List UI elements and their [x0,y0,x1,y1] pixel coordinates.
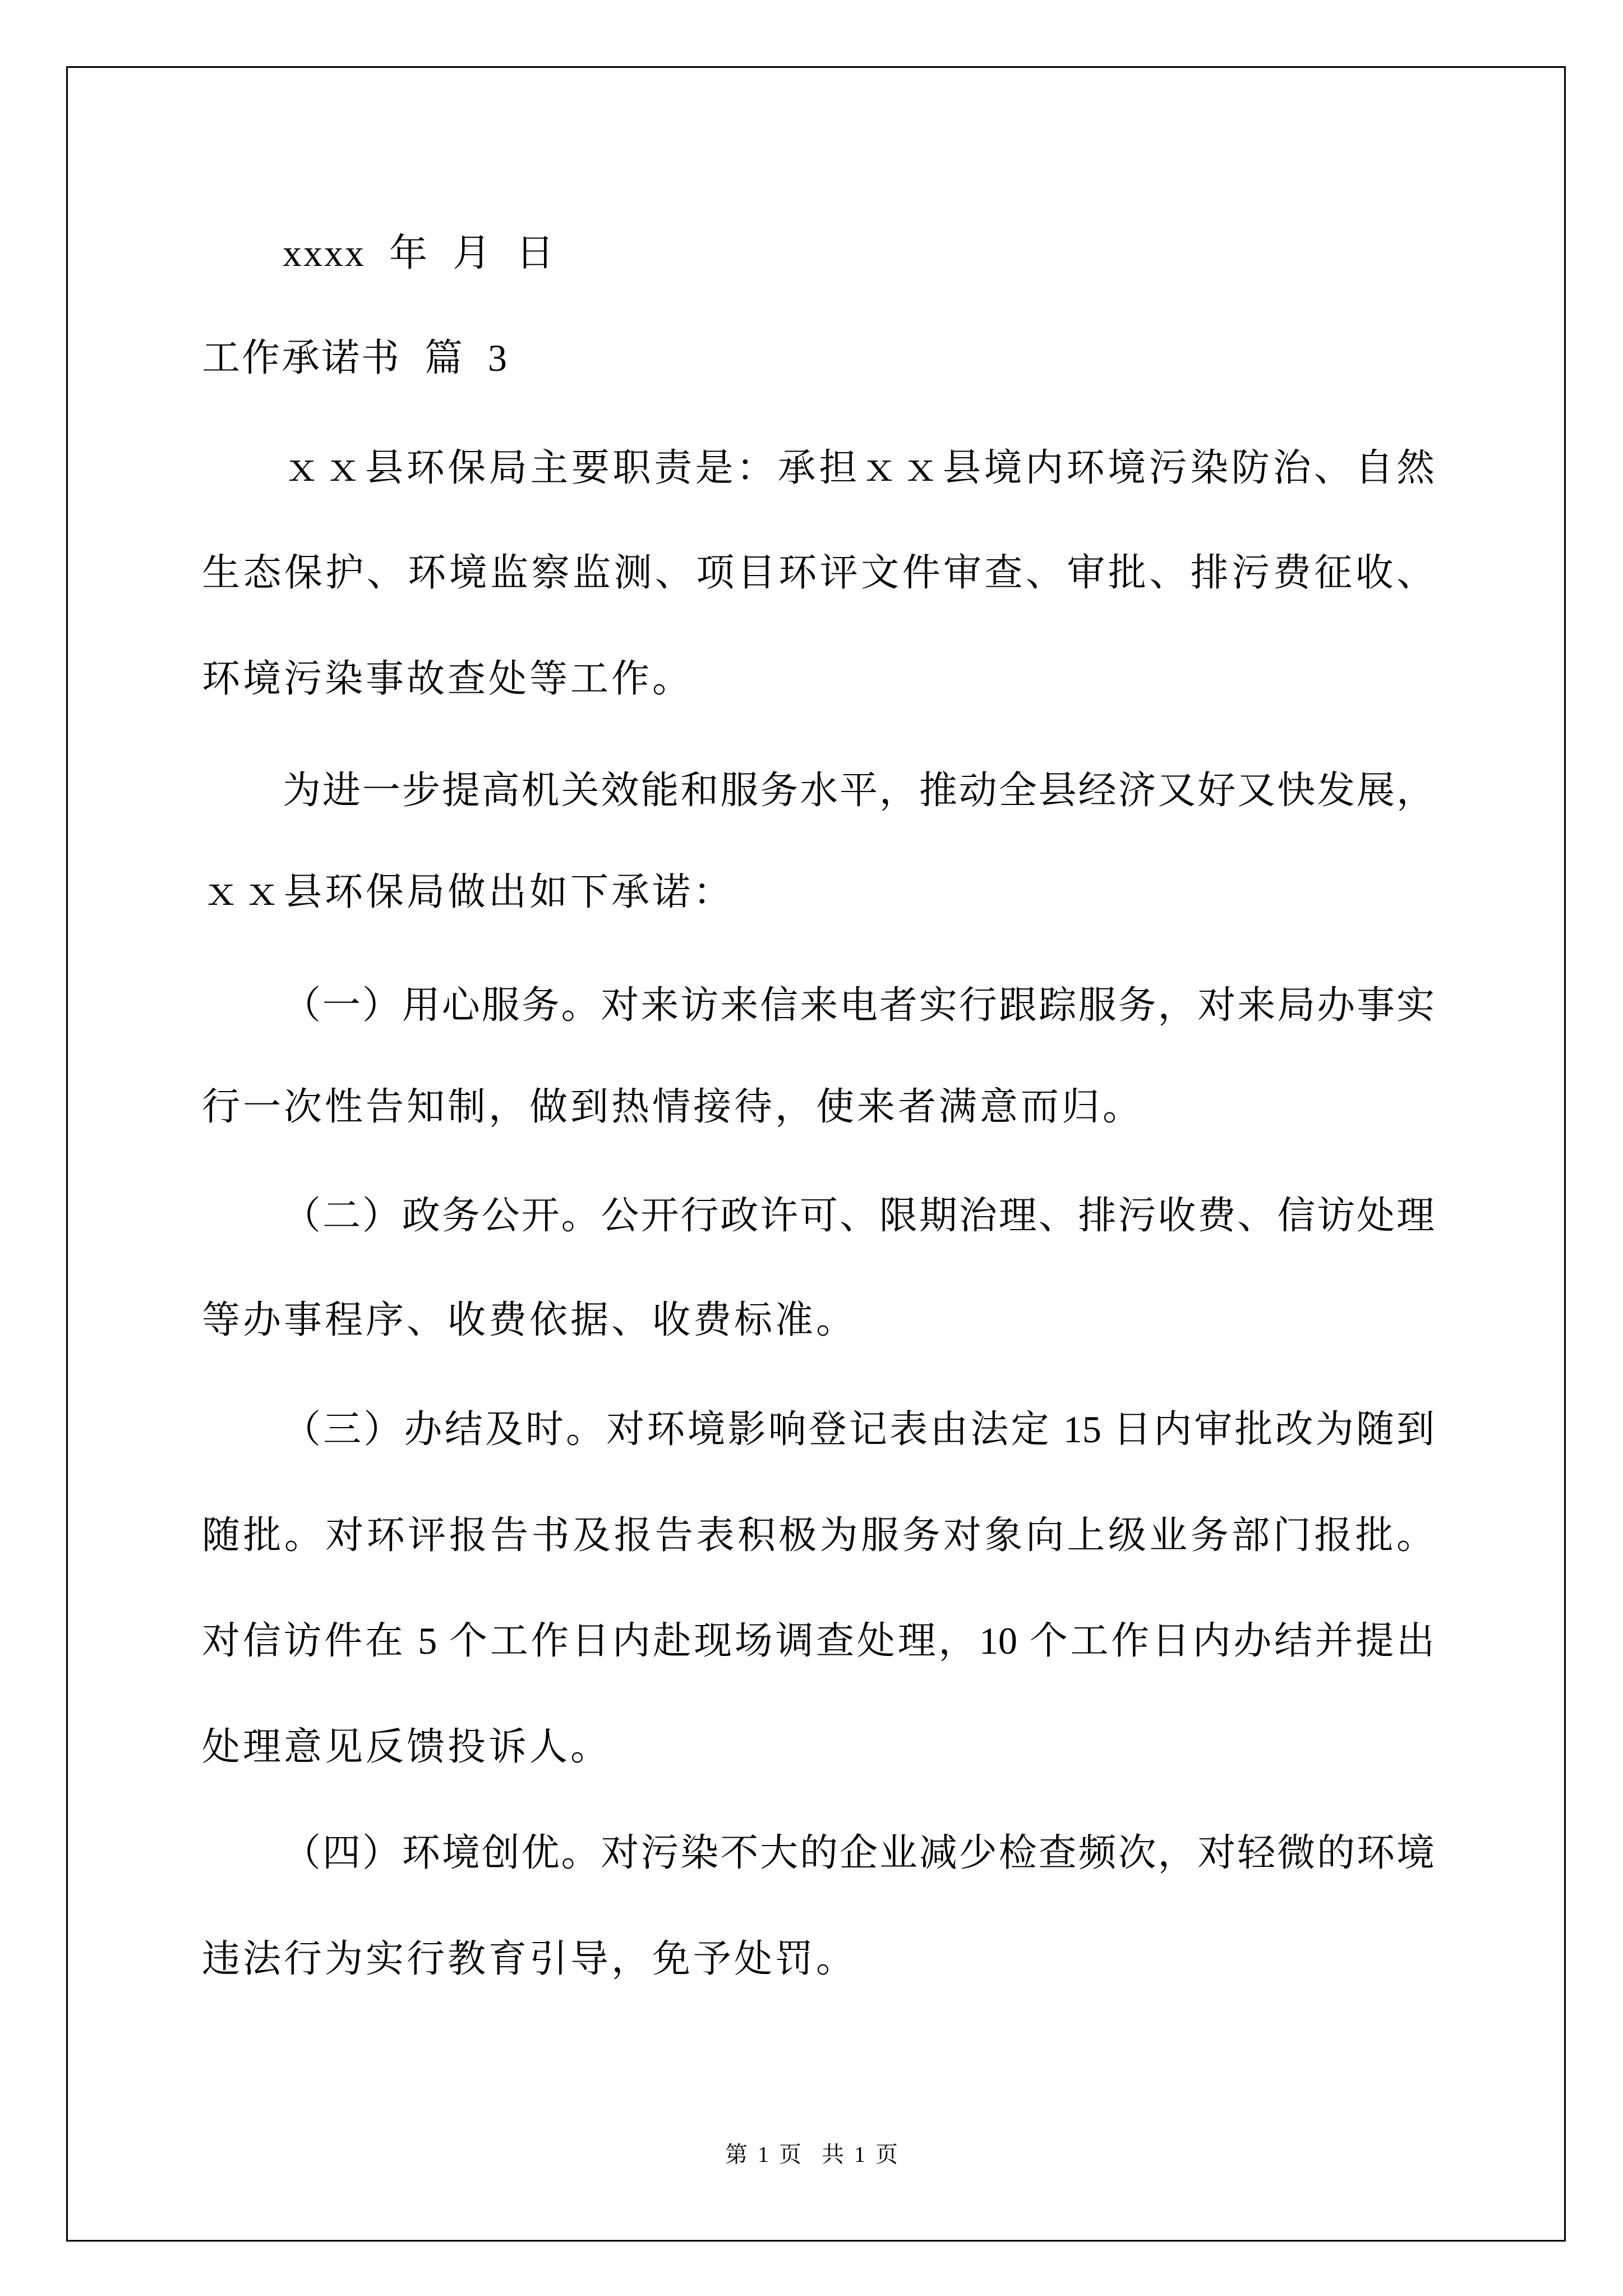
section-title: 工作承诺书 篇 3 [202,337,509,379]
paragraph-line: 随批。对环评报告书及报告表积极为服务对象向上级业务部门报批。 [202,1514,1435,1557]
page-number-footer: 第 1 页 共 1 页 [725,2142,898,2167]
paragraph-line: 行一次性告知制，做到热情接待，使来者满意而归。 [202,1085,1144,1128]
paragraph-line: 对信访件在 5 个工作日内赴现场调查处理，10 个工作日内办结并提出 [202,1619,1435,1662]
date-line: xxxx 年 月 日 [283,232,556,274]
paragraph-line: 生态保护、环境监察监测、项目环评文件审查、审批、排污费征收、 [202,551,1435,594]
paragraph-line: 处理意见反馈投诉人。 [202,1726,612,1768]
paragraph-line: 违法行为实行教育引导，免予处罚。 [202,1938,857,1980]
paragraph-line: （二）政务公开。公开行政许可、限期治理、排污收费、信访处理 [283,1194,1435,1237]
paragraph-line: 为进一步提高机关效能和服务水平，推动全县经济又好又快发展， [283,769,1435,812]
paragraph-line: 环境污染事故查处等工作。 [202,657,694,700]
paragraph-line: （一）用心服务。对来访来信来电者实行跟踪服务，对来局办事实 [283,984,1435,1027]
page-border-frame [66,66,1566,2242]
paragraph-line: 等办事程序、收费依据、收费标准。 [202,1299,857,1341]
paragraph-line: ｘｘ县环保局主要职责是：承担ｘｘ县境内环境污染防治、自然 [283,447,1435,489]
paragraph-line: （三）办结及时。对环境影响登记表由法定 15 日内审批改为随到 [283,1408,1435,1451]
paragraph-line: ｘｘ县环保局做出如下承诺： [202,871,735,913]
paragraph-line: （四）环境创优。对污染不大的企业减少检查频次，对轻微的环境 [283,1832,1435,1874]
